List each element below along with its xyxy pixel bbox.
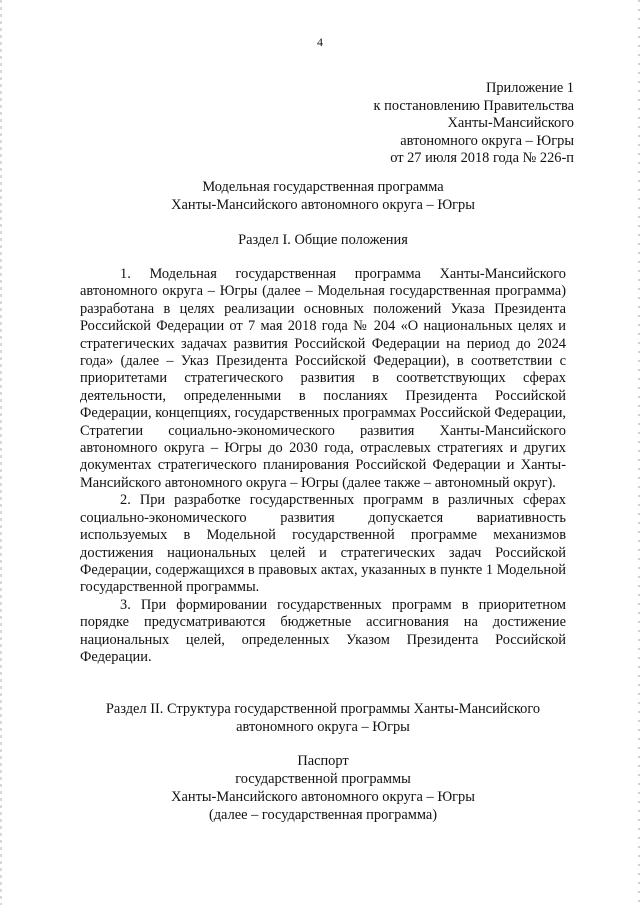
- appendix-line: Приложение 1: [485, 80, 574, 96]
- document-title: [80, 178, 566, 214]
- section-2-heading-line: Раздел II. Структура государственной программы Ханты-Мансийского: [105, 701, 541, 717]
- passport-line: (далее – государственная программа): [208, 807, 438, 823]
- passport-line: государственной программы: [235, 771, 411, 787]
- section-1-heading: Раздел I. Общие положения: [238, 232, 408, 248]
- title-line: Ханты-Мансийского автономного округа – Югры: [171, 197, 475, 213]
- section-2-heading-line: автономного округа – Югры: [236, 719, 410, 735]
- appendix-line: от 27 июля 2018 года № 226-п: [390, 150, 574, 166]
- passport-line: Паспорт: [297, 753, 349, 769]
- scan-edge-left: [0, 0, 2, 905]
- paragraph-1: 1. Модельная государственная программа Ханты-Мансийского автономного округа – Югры (далее – Модельная государственная программа) разработана в целях реализации основных положений Указа Президента Российской Федерации от 7 мая 2018 года № 204 «О национальных целях и стратегических задачах развития Российской Федерации на период до 2024 года» (далее – Указ Президента Российской Федерации), в соответствии с приоритетами стратегического развития в соответствующих сферах деятельности, определенными в посланиях Президента Российской Федерации, концепциях, государственных программах Российской Федерации, Стратегии социально-экономического развития Ханты-Мансийского автономного округа – Югры до 2030 года, отраслевых стратегиях и других документах стратегического планирования Российской Федерации и Ханты-Мансийского автономного округа – Югры (далее также – автономный округ).: [80, 266, 566, 491]
- appendix-line: Ханты-Мансийского: [447, 115, 574, 131]
- appendix-block: [374, 80, 574, 168]
- passport-line: Ханты-Мансийского автономного округа – Югры: [171, 789, 475, 805]
- appendix-line: автономного округа – Югры: [400, 132, 574, 149]
- section-2-heading: [80, 700, 566, 736]
- passport-heading: [80, 752, 566, 824]
- paragraph-2: 2. При разработке государственных программ в различных сферах социально-экономического развития допускается вариативность используемых в Модельной государственной программе механизмов достижения национальных целей и стратегических задач Российской Федерации, содержащихся в правовых актах, указанных в пункте 1 Модельной государственной программы.: [80, 492, 566, 596]
- appendix-line: к постановлению Правительства: [373, 97, 574, 114]
- page-number: 4: [317, 35, 323, 49]
- paragraph-3: 3. При формировании государственных программ в приоритетном порядке предусматриваются бюджетные ассигнования на достижение национальных целей, определенных Указом Президента Российской Федерации.: [80, 596, 566, 665]
- section-1-body: [80, 266, 566, 666]
- title-line: Модельная государственная программа: [202, 179, 444, 195]
